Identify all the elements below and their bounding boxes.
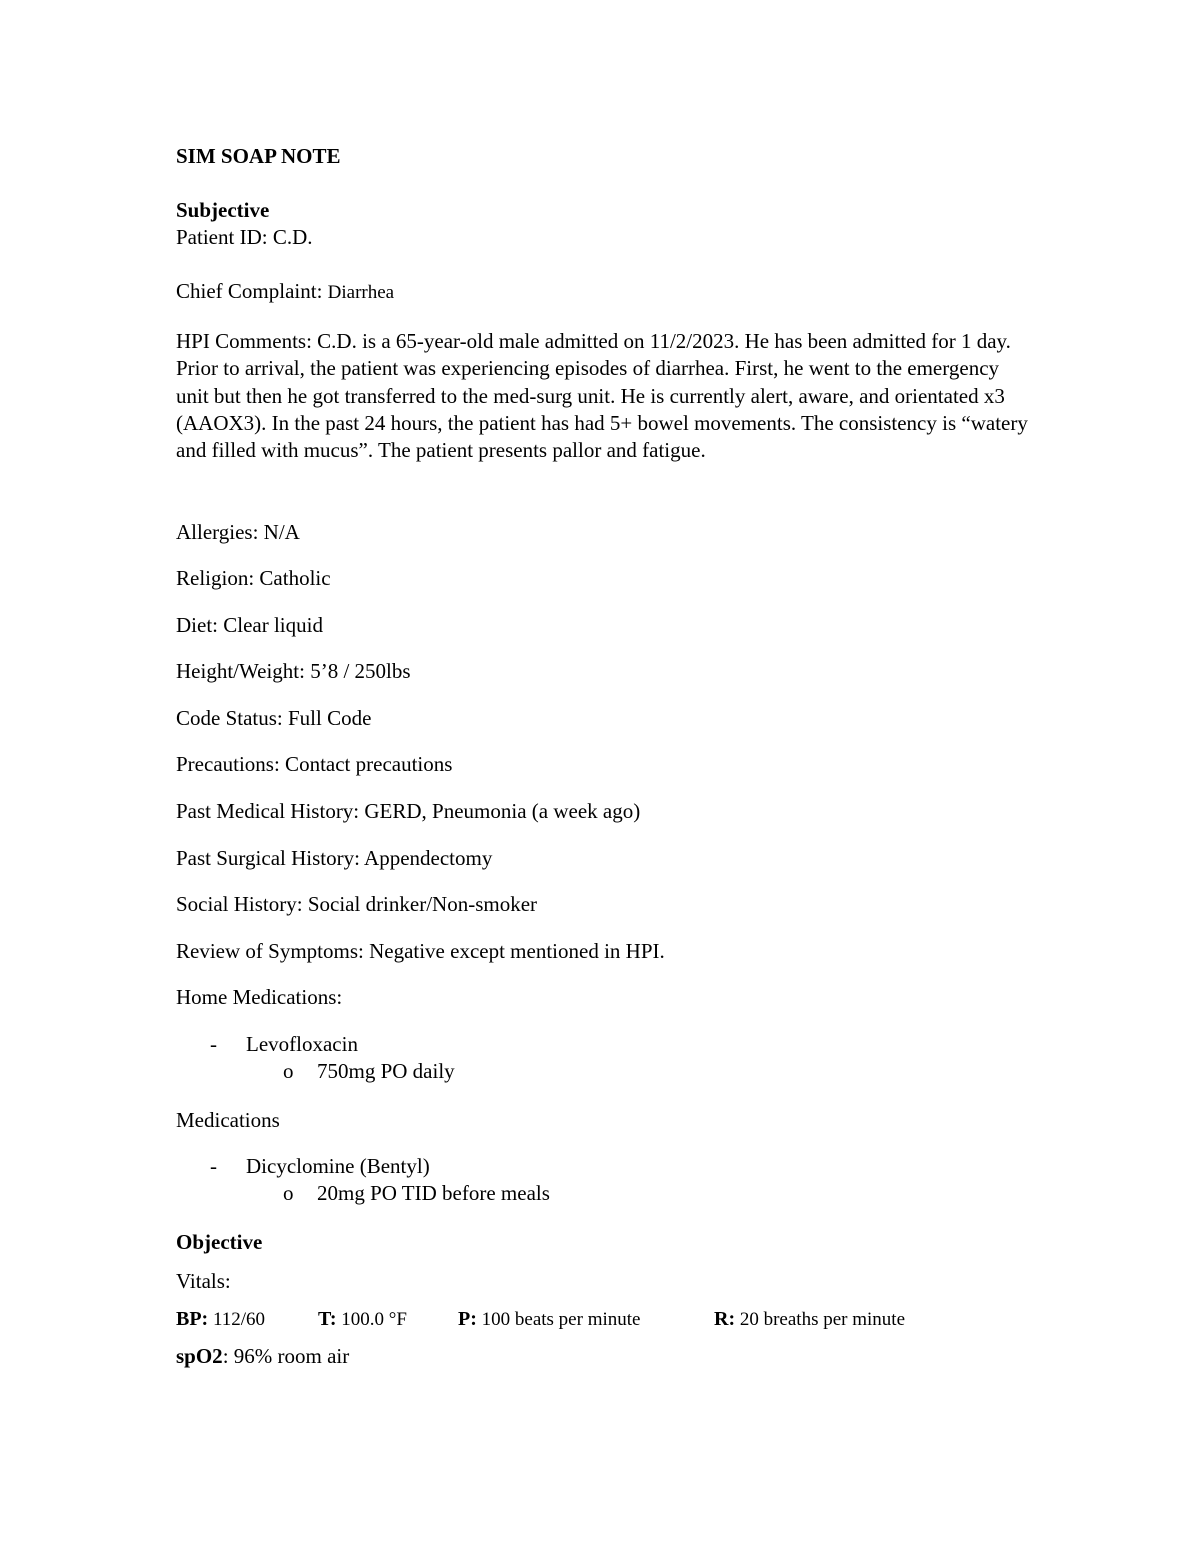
allergies: Allergies: N/A [176, 520, 300, 544]
past-surgical-history: Past Surgical History: Appendectomy [176, 846, 493, 870]
vital-t-label: T: [318, 1308, 337, 1330]
vitals-label: Vitals: [176, 1269, 231, 1293]
medication-name: Levofloxacin [246, 1032, 358, 1056]
vital-bp-label: BP: [176, 1308, 209, 1330]
review-of-symptoms: Review of Symptoms: Negative except mentioned in HPI. [176, 939, 665, 963]
height-weight: Height/Weight: 5’8 / 250lbs [176, 659, 411, 683]
vital-r-value: 20 breaths per minute [735, 1309, 906, 1330]
vital-pulse [458, 1306, 640, 1333]
subjective-heading: Subjective [176, 198, 270, 222]
sub-list-bullet: o [283, 1181, 294, 1205]
vital-r-label: R: [714, 1308, 736, 1330]
medication-dose: 750mg PO daily [317, 1059, 455, 1083]
chief-complaint-value: Diarrhea [327, 282, 395, 303]
list-bullet: - [210, 1032, 217, 1056]
sub-list-bullet: o [283, 1059, 294, 1083]
religion: Religion: Catholic [176, 566, 331, 590]
past-medical-history: Past Medical History: GERD, Pneumonia (a week ago) [176, 799, 641, 823]
precautions: Precautions: Contact precautions [176, 752, 453, 776]
list-bullet: - [210, 1154, 217, 1178]
social-history: Social History: Social drinker/Non-smoker [176, 892, 538, 916]
vital-p-value: 100 beats per minute [476, 1309, 641, 1330]
vital-p-label: P: [458, 1308, 477, 1330]
patient-id: Patient ID: C.D. [176, 225, 313, 249]
vital-bp-value: 112/60 [208, 1309, 266, 1330]
medication-dose: 20mg PO TID before meals [317, 1181, 550, 1205]
chief-complaint [176, 278, 394, 306]
home-medications-label: Home Medications: [176, 985, 343, 1009]
vital-t-value: 100.0 °F [336, 1309, 407, 1330]
vital-spo2 [176, 1343, 349, 1370]
vital-spo2-label: spO2 [176, 1344, 223, 1368]
document-title: SIM SOAP NOTE [176, 144, 341, 168]
vital-bp [176, 1306, 265, 1333]
vital-temperature [318, 1306, 407, 1333]
diet: Diet: Clear liquid [176, 613, 323, 637]
chief-complaint-label: Chief Complaint: [176, 279, 328, 303]
code-status: Code Status: Full Code [176, 706, 372, 730]
hpi-comments: HPI Comments: C.D. is a 65-year-old male admitted on 11/2/2023. He has been admitted for 1 day. Prior to arrival, the patient was experiencing episodes of diarrhea. First, he went to the emergency unit but then he got transferred to the med-surg unit. He is currently alert, aware, and orientated x3 (AAOX3). In the past 24 hours, the patient has had 5+ bowel movements. The consistency is “watery and filled with mucus”. The patient presents pallor and fatigue. [176, 329, 1028, 463]
objective-heading: Objective [176, 1230, 263, 1254]
medication-name: Dicyclomine (Bentyl) [246, 1154, 430, 1178]
medications-label: Medications [176, 1108, 280, 1132]
vital-respiration [714, 1306, 905, 1333]
vital-spo2-value: : 96% room air [222, 1344, 350, 1368]
